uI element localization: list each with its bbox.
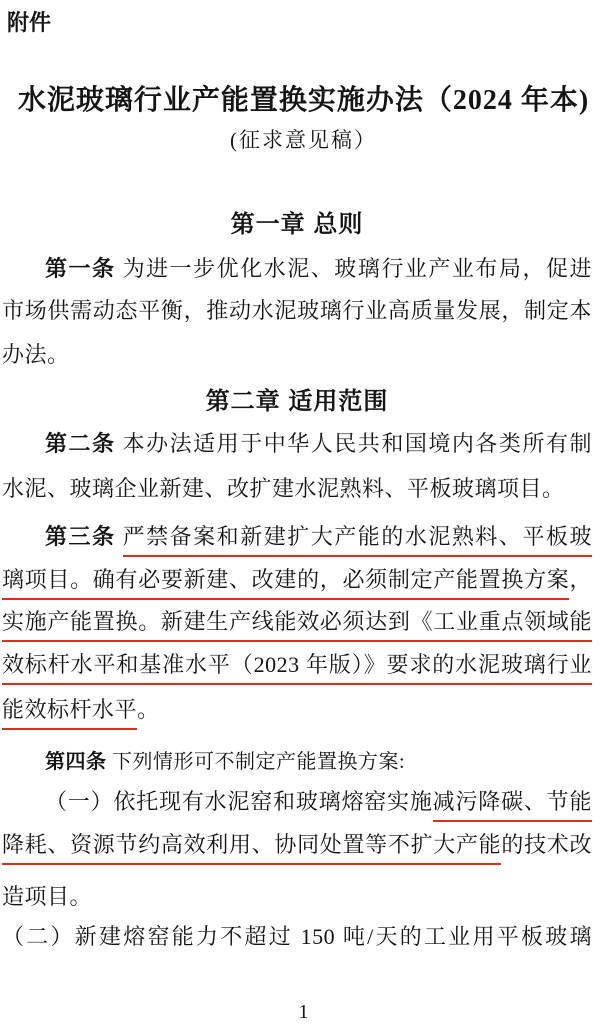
document-title: 水泥玻璃行业产能置换实施办法（2024 年本) xyxy=(17,85,590,116)
article-4-item-1-line-3 xyxy=(2,881,592,913)
article-4-item-1-line-1 xyxy=(2,786,592,818)
text-run: （二）新建熔窑能力不超过 150 吨/天的工业用平板玻璃 xyxy=(2,924,592,949)
article-2-line-2 xyxy=(2,473,592,505)
article-3-line-4 xyxy=(2,649,592,681)
red-underlined-text: 能效标杆水平 xyxy=(2,697,137,730)
article-3-line-5 xyxy=(2,694,592,726)
article-number: 第三条 xyxy=(45,524,123,549)
red-underlined-text: 效标杆水平和基准水平（2023 年版）》要求的水泥玻璃行业 xyxy=(2,652,592,685)
text-run: 为进一步优化水泥、玻璃行业产业布局，促进 xyxy=(122,256,592,281)
article-number: 第一条 xyxy=(45,256,123,281)
text-run: 第二章 适用范围 xyxy=(205,388,389,415)
article-4-item-1-line-2 xyxy=(2,829,592,861)
text-run: 市场供需动态平衡，推动水泥玻璃行业高质量发展，制定本 xyxy=(2,298,592,323)
text-run: 下列情形可不制定产能置换方案: xyxy=(112,751,406,773)
text-run: 本办法适用于中华人民共和国境内各类所有制 xyxy=(122,431,592,456)
article-4-item-2-line-1 xyxy=(2,921,592,953)
text-run: 造项目。 xyxy=(2,884,93,909)
article-4-line-1 xyxy=(2,746,592,778)
text-run: 水泥、玻璃企业新建、改扩建水泥熟料、平板玻璃项目。 xyxy=(2,476,565,501)
article-2-line-1 xyxy=(2,428,592,460)
red-underlined-text: 降耗、资源节约高效利用、协同处置等不扩大产能 xyxy=(2,832,501,865)
text-run: （一）依托现有水泥窑和玻璃熔窑实施 xyxy=(45,789,433,814)
attachment-label: 附件 xyxy=(7,10,52,35)
chapter-2-heading xyxy=(2,386,592,418)
article-1-line-1 xyxy=(2,253,592,285)
chapter-1-heading xyxy=(2,209,592,241)
text-run: ， xyxy=(569,567,592,592)
text-run: 的技术改 xyxy=(501,832,592,857)
article-1-line-2 xyxy=(2,295,592,327)
text-run: 办法。 xyxy=(2,342,70,367)
article-1-line-3 xyxy=(2,339,592,371)
text-run: 第一章 总则 xyxy=(230,211,364,238)
article-3-line-3 xyxy=(2,606,592,638)
document-subtitle: (征求意见稿） xyxy=(230,128,377,152)
red-underlined-text: 严禁备案和新建扩大产能的水泥熟料、平板玻 xyxy=(123,524,592,557)
article-3-line-2 xyxy=(2,564,592,596)
red-underlined-text: 璃项目。确有必要新建、改建的，必须制定产能置换方案 xyxy=(2,567,569,600)
page-number: 1 xyxy=(298,1001,309,1023)
article-3-line-1 xyxy=(2,521,592,553)
article-number: 第二条 xyxy=(45,431,123,456)
text-run: 。 xyxy=(137,697,160,722)
red-underlined-text: 减污降碳、节能 xyxy=(433,789,592,822)
article-number: 第四条 xyxy=(45,751,112,773)
red-underlined-text: 实施产能置换。新建生产线能效必须达到《工业重点领域能 xyxy=(2,609,592,642)
